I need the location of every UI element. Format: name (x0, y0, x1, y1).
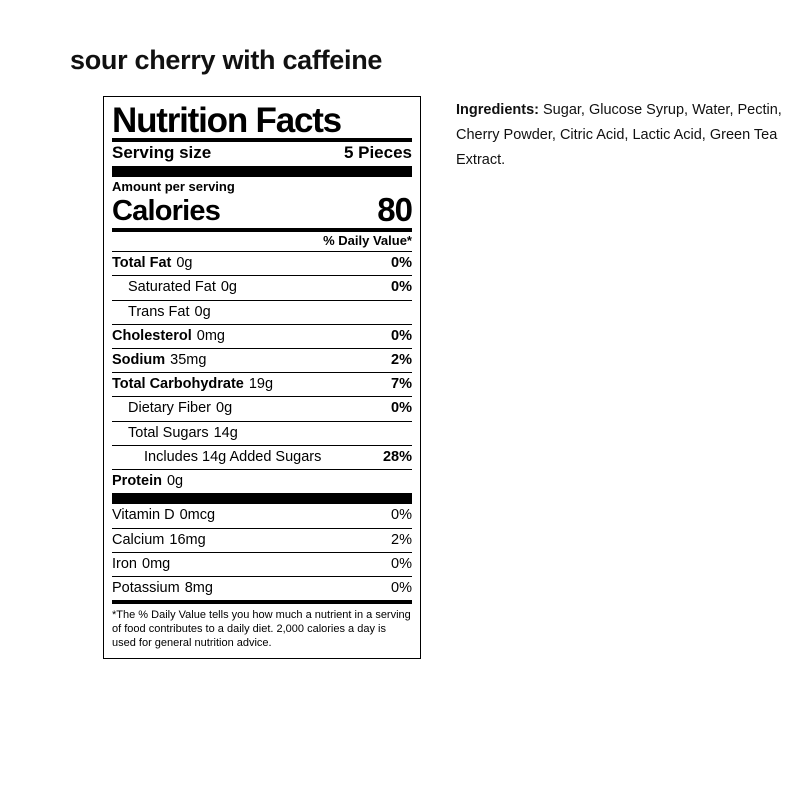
micronutrient-name (112, 508, 215, 523)
nutrient-name (128, 305, 211, 320)
micronutrient-daily-value: 0% (391, 579, 412, 596)
micronutrient-amount: 0mcg (179, 507, 216, 524)
nutrient-name (128, 401, 232, 416)
nutrient-name (112, 353, 206, 368)
nutrient-amount: 19g (248, 376, 274, 393)
nutrient-name (112, 474, 183, 489)
nutrient-name-text: Total Carbohydrate (112, 376, 244, 393)
daily-value-footnote: *The % Daily Value tells you how much a nutrient in a serving of food contributes to a daily diet. 2,000 calories a day is used for general nutrition advice. (112, 609, 411, 649)
micronutrient-amount: 16mg (169, 531, 206, 548)
micronutrient-name-text: Vitamin D (112, 507, 175, 524)
nutrient-name (128, 280, 237, 295)
nutrient-name (112, 329, 225, 344)
nutrition-facts-title: Nutrition Facts (112, 101, 341, 140)
nutrient-amount: 35mg (170, 352, 207, 368)
page-title: sour cherry with caffeine (70, 45, 383, 75)
nutrient-row (112, 446, 412, 469)
micronutrient-daily-value: 0% (391, 507, 412, 524)
nutrient-row (112, 397, 412, 420)
micronutrient-name (112, 557, 170, 572)
nutrient-daily-value: 28% (382, 448, 412, 465)
nutrient-amount: 0g (216, 400, 233, 417)
nutrient-daily-value: 0% (391, 279, 412, 296)
serving-size-value: 5 Pieces (343, 143, 412, 162)
nutrient-name-text: Dietary Fiber (128, 400, 211, 417)
nutrient-daily-value: 0% (391, 255, 412, 272)
nutrient-row (112, 349, 412, 372)
ingredients-section (456, 98, 786, 173)
nutrient-name-text: Protein (112, 473, 162, 490)
nutrient-rows (112, 252, 412, 493)
serving-size-row (112, 142, 412, 166)
nutrient-name-text: Saturated Fat (128, 279, 216, 296)
nutrient-row (112, 301, 412, 324)
nutrient-row (112, 422, 412, 445)
nutrient-row (112, 470, 412, 493)
micronutrient-daily-value: 0% (391, 555, 412, 572)
nutrient-daily-value: 0% (391, 400, 412, 417)
calories-label: Calories (112, 195, 221, 228)
nutrient-name-text: Trans Fat (128, 303, 190, 320)
micronutrient-daily-value: 2% (391, 531, 412, 548)
daily-value-header: % Daily Value* (323, 233, 412, 249)
nutrient-amount: 0mg (196, 327, 225, 344)
nutrient-name (112, 377, 273, 392)
nutrient-name-text: Total Sugars (128, 424, 209, 441)
nutrient-name (128, 426, 238, 441)
micronutrient-row (112, 577, 412, 600)
nutrient-name-text: Sodium (112, 352, 166, 368)
micronutrient-rows (112, 504, 412, 600)
nutrient-name-text: Includes 14g Added Sugars (144, 448, 322, 465)
divider-thick-top (112, 166, 412, 177)
divider-thick-bottom (112, 493, 412, 504)
nutrient-row (112, 276, 412, 299)
micronutrient-name (112, 581, 213, 596)
nutrient-amount: 0g (166, 473, 184, 490)
nutrient-name-text: Cholesterol (112, 327, 192, 344)
amount-per-serving-label: Amount per serving (112, 178, 235, 194)
nutrition-facts-panel (103, 96, 421, 659)
nutrient-name-text: Total Fat (112, 255, 172, 272)
micronutrient-name-text: Potassium (112, 579, 180, 596)
nutrient-amount: 0g (194, 303, 211, 320)
nutrient-row (112, 252, 412, 275)
micronutrient-row (112, 553, 412, 576)
micronutrient-row (112, 529, 412, 552)
micronutrient-name-text: Iron (112, 555, 137, 572)
nutrient-amount: 14g (213, 424, 238, 441)
calories-row (112, 193, 412, 228)
nutrient-amount: 0g (176, 255, 193, 272)
micronutrient-row (112, 504, 412, 527)
micronutrient-amount: 8mg (184, 579, 213, 596)
ingredients-text: Sugar, Glucose Syrup, Water, Pectin, Cherry Powder, Citric Acid, Lactic Acid, Green Tea Extract. (456, 102, 782, 168)
serving-size-label: Serving size (112, 143, 212, 162)
micronutrient-amount: 0mg (142, 555, 171, 572)
nutrient-name (112, 256, 192, 271)
ingredients-label: Ingredients: (456, 102, 539, 118)
micronutrient-name (112, 533, 206, 548)
nutrient-daily-value: 2% (391, 352, 412, 368)
nutrient-name (144, 450, 326, 465)
nutrient-row (112, 325, 412, 348)
nutrient-daily-value: 7% (391, 376, 412, 393)
nutrient-amount: 0g (220, 279, 237, 296)
nutrient-daily-value: 0% (391, 327, 412, 344)
micronutrient-name-text: Calcium (112, 531, 165, 548)
calories-value: 80 (377, 191, 412, 229)
nutrient-row (112, 373, 412, 396)
